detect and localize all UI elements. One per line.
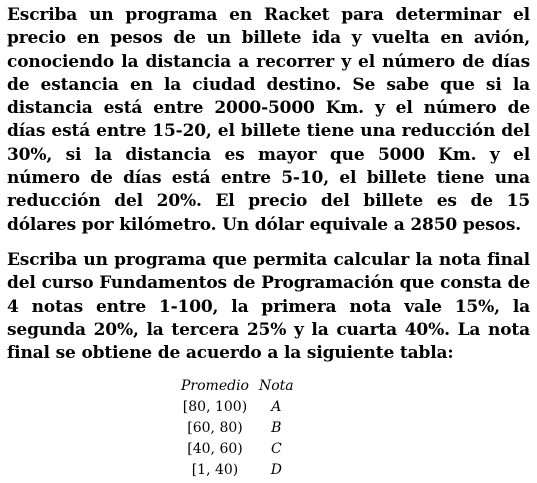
table-row: [176, 460, 299, 481]
table-row: [176, 418, 299, 439]
header-promedio: Promedio: [181, 378, 249, 394]
range-cell: [60, 80): [187, 420, 243, 436]
table-row: [176, 397, 299, 418]
range-cell: [40, 60): [187, 441, 243, 457]
grade-cell: B: [271, 420, 282, 436]
table-row: [176, 439, 299, 460]
grade-table: [176, 376, 299, 481]
table-header-row: [176, 376, 299, 397]
grade-cell: D: [270, 462, 282, 478]
document-page: [7, 4, 530, 365]
header-nota: Nota: [258, 378, 294, 394]
grade-cell: C: [270, 441, 282, 457]
range-cell: [80, 100): [182, 399, 248, 415]
exercise-2-text: Escriba un programa que permita calcular la nota final del curso Fundamentos de Programación que consta de 4 notas entre 1-100, la primera nota vale 15%, la segunda 20%, la tercera 25% y la cuarta 40%. La nota final se obtiene de acuerdo a la siguiente tabla:: [7, 249, 530, 364]
exercise-1-text: Escriba un programa en Racket para determinar el precio en pesos de un billete ida y vuelta en avión, conociendo la distancia a recorrer y el número de días de estancia en la ciudad destino. Se sabe que si la distancia está entre 2000-5000 Km. y el número de días está entre 15-20, el billete tiene una reducción del 30%, si la distancia es mayor que 5000 Km. y el número de días está entre 5-10, el billete tiene una reducción del 20%. El precio del billete es de 15 dólares por kilómetro. Un dólar equivale a 2850 pesos.: [7, 5, 530, 235]
grade-cell: A: [271, 399, 282, 415]
range-cell: [1, 40): [191, 462, 239, 478]
